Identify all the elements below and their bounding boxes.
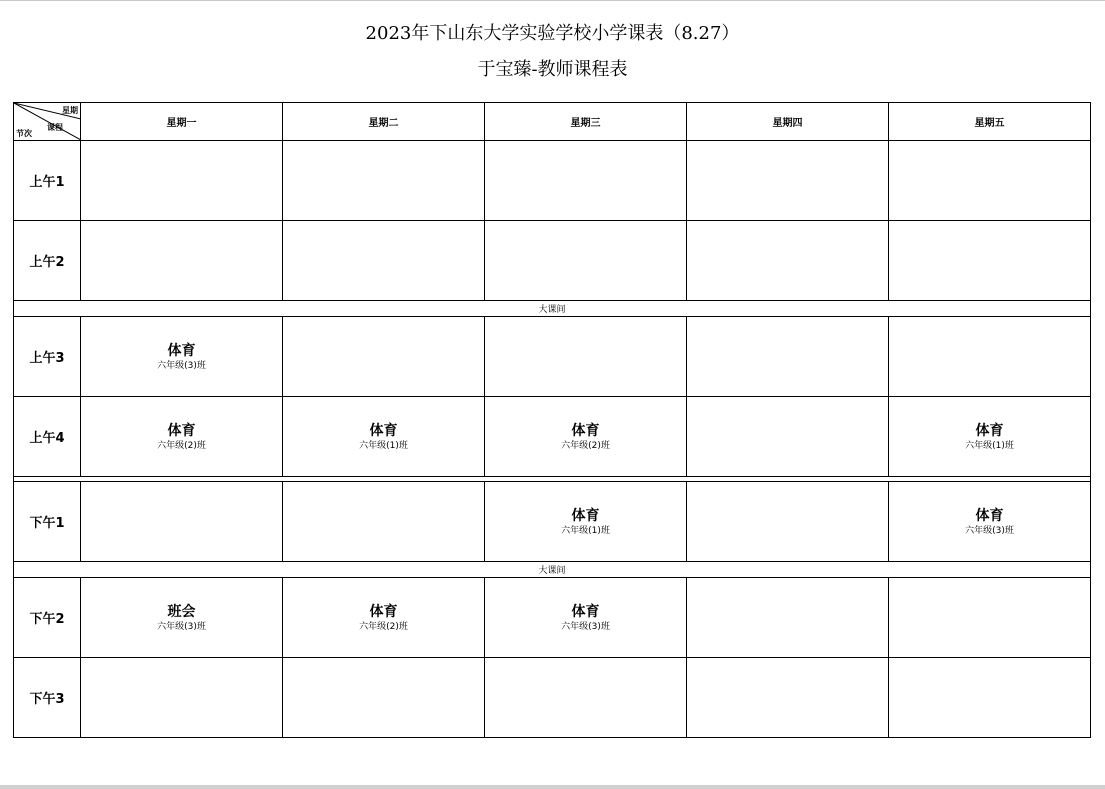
cell-am2-tue	[283, 221, 485, 301]
class-name: 六年级(1)班	[561, 525, 610, 536]
period-row-am2	[14, 221, 1091, 301]
subject-name: 体育	[571, 507, 600, 524]
class-name: 六年级(1)班	[359, 440, 408, 451]
cell-am3-mon	[81, 317, 283, 397]
subject-name: 体育	[975, 507, 1004, 524]
cell-am1-wed	[485, 141, 687, 221]
cell-am4-fri	[889, 397, 1091, 477]
subject-name: 体育	[167, 422, 196, 439]
cell-pm2-fri	[889, 578, 1091, 658]
cell-am3-fri	[889, 317, 1091, 397]
cell-pm2-wed	[485, 578, 687, 658]
cell-am1-tue	[283, 141, 485, 221]
cell-am3-wed	[485, 317, 687, 397]
cell-am4-wed	[485, 397, 687, 477]
subject-name: 体育	[167, 342, 196, 359]
period-label-pm2: 下午2	[14, 578, 81, 658]
corner-label-period: 节次	[16, 129, 32, 138]
schedule-table	[13, 102, 1091, 738]
cell-pm1-thu	[687, 482, 889, 562]
class-name: 六年级(3)班	[157, 360, 206, 371]
cell-am2-mon	[81, 221, 283, 301]
break-label-afternoon: 大课间	[14, 562, 1091, 578]
day-header-fri: 星期五	[889, 103, 1091, 141]
cell-pm3-thu	[687, 658, 889, 738]
corner-cell	[14, 103, 81, 141]
subject-name: 体育	[571, 603, 600, 620]
cell-pm2-mon	[81, 578, 283, 658]
class-name: 六年级(3)班	[965, 525, 1014, 536]
header-row	[14, 103, 1091, 141]
period-label-pm3: 下午3	[14, 658, 81, 738]
cell-am1-mon	[81, 141, 283, 221]
cell-pm1-fri	[889, 482, 1091, 562]
period-row-pm2	[14, 578, 1091, 658]
cell-pm2-tue	[283, 578, 485, 658]
cell-pm3-wed	[485, 658, 687, 738]
cell-pm3-fri	[889, 658, 1091, 738]
period-label-pm1: 下午1	[14, 482, 81, 562]
period-row-am3	[14, 317, 1091, 397]
period-label-am1: 上午1	[14, 141, 81, 221]
page-bottom-border	[0, 785, 1105, 789]
cell-pm3-tue	[283, 658, 485, 738]
cell-pm1-wed	[485, 482, 687, 562]
cell-am2-thu	[687, 221, 889, 301]
class-name: 六年级(2)班	[561, 440, 610, 451]
day-header-wed: 星期三	[485, 103, 687, 141]
cell-pm1-mon	[81, 482, 283, 562]
cell-pm1-tue	[283, 482, 485, 562]
subject-name: 体育	[369, 603, 398, 620]
period-row-am4	[14, 397, 1091, 477]
corner-label-course: 课程	[47, 123, 63, 132]
class-name: 六年级(3)班	[157, 621, 206, 632]
class-name: 六年级(2)班	[157, 440, 206, 451]
page-top-border	[0, 0, 1105, 1]
cell-am4-mon	[81, 397, 283, 477]
day-header-mon: 星期一	[81, 103, 283, 141]
subject-name: 体育	[571, 422, 600, 439]
period-row-pm1	[14, 482, 1091, 562]
day-header-tue: 星期二	[283, 103, 485, 141]
page-subtitle: 于宝臻-教师课程表	[477, 59, 628, 80]
cell-pm2-thu	[687, 578, 889, 658]
period-row-am1	[14, 141, 1091, 221]
break-row-morning	[14, 301, 1091, 317]
cell-pm3-mon	[81, 658, 283, 738]
day-header-thu: 星期四	[687, 103, 889, 141]
period-row-pm3	[14, 658, 1091, 738]
cell-am1-fri	[889, 141, 1091, 221]
page-title: 2023年下山东大学实验学校小学课表（8.27）	[365, 23, 740, 44]
cell-am3-tue	[283, 317, 485, 397]
subject-name: 体育	[369, 422, 398, 439]
period-label-am2: 上午2	[14, 221, 81, 301]
class-name: 六年级(3)班	[561, 621, 610, 632]
period-label-am3: 上午3	[14, 317, 81, 397]
subject-name: 体育	[975, 422, 1004, 439]
cell-am2-fri	[889, 221, 1091, 301]
cell-am3-thu	[687, 317, 889, 397]
period-label-am4: 上午4	[14, 397, 81, 477]
class-name: 六年级(2)班	[359, 621, 408, 632]
cell-am1-thu	[687, 141, 889, 221]
class-name: 六年级(1)班	[965, 440, 1014, 451]
cell-am4-tue	[283, 397, 485, 477]
break-label-morning: 大课间	[14, 301, 1091, 317]
corner-label-weekday: 星期	[62, 106, 78, 115]
cell-am2-wed	[485, 221, 687, 301]
break-row-afternoon	[14, 562, 1091, 578]
cell-am4-thu	[687, 397, 889, 477]
subject-name: 班会	[167, 603, 196, 620]
